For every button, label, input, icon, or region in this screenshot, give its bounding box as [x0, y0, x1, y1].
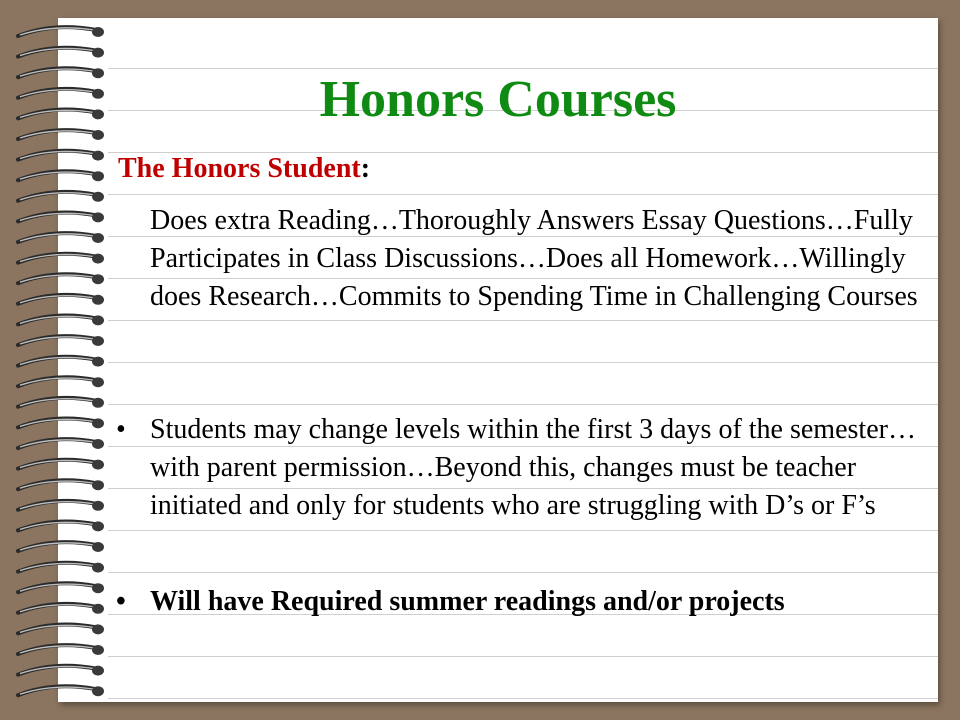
- spiral-ring: [18, 542, 104, 552]
- spiral-ring: [18, 336, 104, 346]
- section-heading: [118, 153, 370, 185]
- spiral-ring: [18, 418, 104, 428]
- list-item: [116, 411, 936, 525]
- spiral-ring: [18, 501, 104, 511]
- honors-student-description: Does extra Reading…Thoroughly Answers Essay Questions…Fully Participates in Class Discussions…Does all Homework…Willingly does Research…Commits to Spending Time in Challenging Courses: [150, 205, 918, 312]
- spiral-ring: [18, 604, 104, 614]
- section-heading-colon: :: [360, 153, 371, 184]
- spiral-ring: [18, 233, 104, 243]
- ruled-line: [108, 572, 938, 573]
- spiral-ring: [18, 27, 104, 37]
- spiral-ring: [18, 357, 104, 367]
- spiral-ring: [18, 645, 104, 655]
- ruled-line: [108, 404, 938, 405]
- spiral-ring: [18, 686, 104, 696]
- ruled-line: [108, 698, 938, 699]
- ruled-line: [108, 68, 938, 69]
- ruled-line: [108, 530, 938, 531]
- spiral-ring: [18, 521, 104, 531]
- list-item: [116, 583, 936, 621]
- ruled-line: [108, 320, 938, 321]
- spiral-ring: [18, 583, 104, 593]
- spiral-ring: [18, 624, 104, 634]
- ruled-line: [108, 362, 938, 363]
- page-title: Honors Courses: [319, 71, 677, 128]
- list-item-text: Students may change levels within the first 3 days of the semester…with parent permission…Beyond this, changes must be teacher initiated and only for students who are struggling with D’s or F’s: [150, 414, 916, 521]
- spiral-ring: [18, 377, 104, 387]
- section-heading-text: The Honors Student: [118, 153, 361, 184]
- spiral-ring: [18, 480, 104, 490]
- spiral-ring: [18, 274, 104, 284]
- spiral-ring: [18, 151, 104, 161]
- bullet-marker: •: [116, 414, 126, 445]
- bullet-marker: •: [116, 586, 126, 617]
- spiral-ring: [18, 563, 104, 573]
- spiral-ring: [18, 666, 104, 676]
- spiral-ring: [18, 192, 104, 202]
- spiral-ring: [18, 398, 104, 408]
- spiral-ring: [18, 171, 104, 181]
- ruled-line: [108, 656, 938, 657]
- list-item-text: Will have Required summer readings and/or projects: [150, 586, 785, 617]
- spiral-ring: [18, 460, 104, 470]
- spiral-ring: [18, 48, 104, 58]
- spiral-ring: [18, 295, 104, 305]
- spiral-ring: [18, 439, 104, 449]
- spiral-ring: [18, 254, 104, 264]
- spiral-ring: [18, 212, 104, 222]
- spiral-ring: [18, 315, 104, 325]
- ruled-line: [108, 194, 938, 195]
- spiral-ring: [18, 130, 104, 140]
